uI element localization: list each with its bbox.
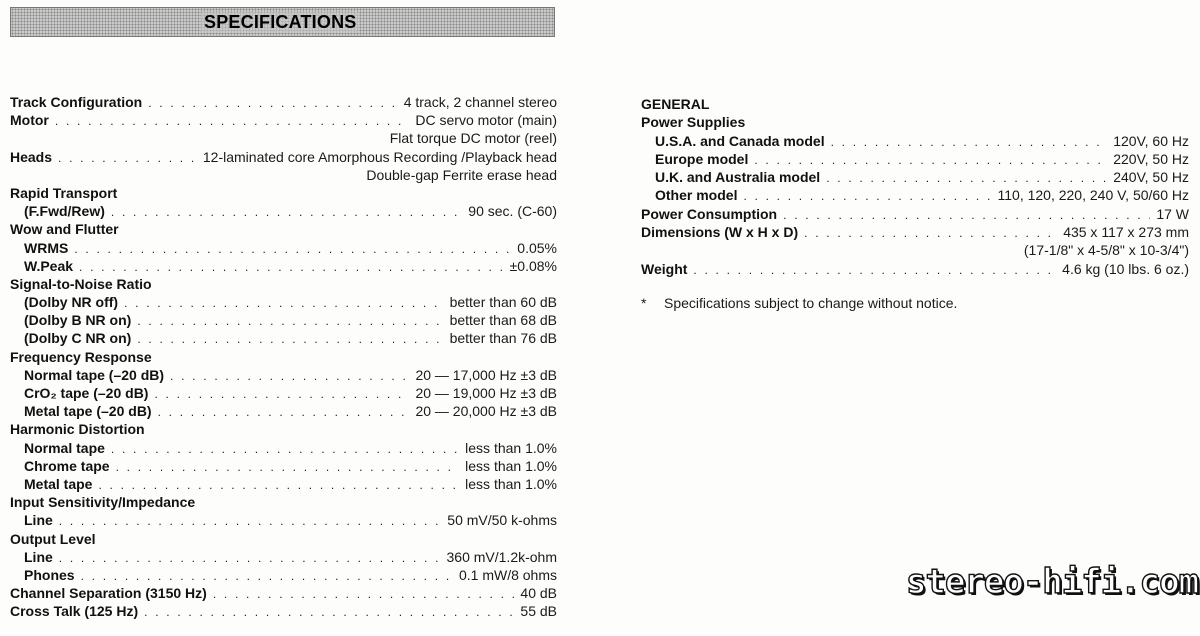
spec-value: better than 76 dB <box>449 330 557 347</box>
spec-label: Normal tape (–20 dB) <box>24 366 165 383</box>
leader-dots <box>116 458 460 476</box>
page-title: SPECIFICATIONS <box>201 12 359 33</box>
spec-value: 0.1 mW/8 ohms <box>458 566 557 583</box>
spec-label: WRMS <box>24 239 69 256</box>
leader-dots <box>55 112 410 130</box>
spec-label: U.S.A. and Canada model <box>655 132 825 149</box>
leader-dots <box>144 603 514 621</box>
leader-dots <box>158 403 410 421</box>
spec-row <box>10 548 557 566</box>
footnote-text: Specifications subject to change without notice. <box>664 295 958 311</box>
spec-value: 40 dB <box>520 585 557 602</box>
leader-dots <box>137 312 443 330</box>
spec-row <box>10 566 557 584</box>
spec-heading <box>10 184 557 202</box>
spec-row <box>10 511 557 529</box>
spec-label: (F.Fwd/Rew) <box>24 203 105 220</box>
spec-label: Heads <box>10 148 53 165</box>
spec-value: DC servo motor (main) <box>415 112 557 129</box>
leader-dots <box>213 585 515 603</box>
spec-row <box>10 439 557 457</box>
spec-row <box>10 457 557 475</box>
spec-value: 90 sec. (C-60) <box>468 203 557 220</box>
spec-label: Rapid Transport <box>10 184 118 201</box>
leader-dots <box>137 330 443 348</box>
spec-row <box>10 93 557 111</box>
spec-continuation: Double-gap Ferrite erase head <box>366 166 557 183</box>
spec-continuation: Flat torque DC motor (reel) <box>389 130 557 147</box>
spec-row <box>641 223 1189 241</box>
spec-value: 240V, 50 Hz <box>1113 169 1189 186</box>
spec-heading <box>641 95 1189 113</box>
spec-label: Metal tape <box>24 475 93 492</box>
spec-label: Frequency Response <box>10 348 152 365</box>
leader-dots <box>81 567 453 585</box>
spec-label: Motor <box>10 112 49 129</box>
spec-value: better than 60 dB <box>449 294 557 311</box>
spec-label: Chrome tape <box>24 457 110 474</box>
spec-label: Other model <box>655 187 738 204</box>
spec-heading <box>10 275 557 293</box>
spec-label: CrO₂ tape (–20 dB) <box>24 385 149 401</box>
leader-dots <box>804 224 1057 242</box>
leader-dots <box>58 149 197 167</box>
leader-dots <box>59 549 441 567</box>
spec-value: 20 — 19,000 Hz ±3 dB <box>415 385 557 401</box>
spec-label: (Dolby C NR on) <box>24 330 132 347</box>
spec-label: Track Configuration <box>10 94 143 110</box>
spec-row <box>10 584 557 602</box>
spec-continuation: (17-1/8" x 4-5/8" x 10-3/4") <box>1023 242 1189 259</box>
spec-label: Weight <box>641 260 688 277</box>
leader-dots <box>826 169 1107 187</box>
spec-label: Europe model <box>655 150 749 167</box>
spec-label: Signal-to-Noise Ratio <box>10 275 152 292</box>
spec-label: (Dolby B NR on) <box>24 312 132 329</box>
spec-value: 110, 120, 220, 240 V, 50/60 Hz <box>997 187 1189 204</box>
spec-heading <box>10 530 557 548</box>
spec-row <box>10 366 557 384</box>
right-spec-column <box>641 95 1189 278</box>
leader-dots <box>111 203 462 221</box>
leader-dots <box>754 151 1107 169</box>
spec-heading <box>641 113 1189 131</box>
spec-value: 55 dB <box>520 603 557 620</box>
spec-label: Power Supplies <box>641 114 746 131</box>
spec-row <box>10 475 557 493</box>
spec-value: better than 68 dB <box>449 312 557 329</box>
spec-value: 50 mV/50 k-ohms <box>447 512 557 529</box>
spec-label: Channel Separation (3150 Hz) <box>10 585 207 602</box>
leader-dots <box>124 294 443 312</box>
spec-label: Phones <box>24 566 75 583</box>
leader-dots <box>154 385 409 403</box>
spec-label: Metal tape (–20 dB) <box>24 403 152 420</box>
spec-row <box>10 148 557 166</box>
spec-value: 12-laminated core Amorphous Recording /Playback head <box>202 148 557 165</box>
spec-label: Power Consumption <box>641 205 778 222</box>
spec-value: less than 1.0% <box>465 439 557 456</box>
spec-row <box>10 311 557 329</box>
spec-row <box>10 329 557 347</box>
leader-dots <box>74 240 511 258</box>
leader-dots <box>693 261 1056 279</box>
spec-row <box>641 168 1189 186</box>
spec-value: less than 1.0% <box>465 457 557 474</box>
leader-dots <box>79 258 504 276</box>
spec-label: Normal tape <box>24 439 105 456</box>
spec-value: 20 — 17,000 Hz ±3 dB <box>415 366 557 383</box>
specifications-banner <box>10 7 555 37</box>
spec-label: Dimensions (W x H x D) <box>641 224 799 241</box>
leader-dots <box>111 440 459 458</box>
spec-value: 220V, 50 Hz <box>1113 150 1189 167</box>
spec-label: Cross Talk (125 Hz) <box>10 603 139 620</box>
spec-label: GENERAL <box>641 96 710 112</box>
spec-value: ±0.08% <box>509 257 557 274</box>
left-spec-column <box>10 93 557 620</box>
footnote <box>641 295 957 311</box>
spec-value: 435 x 117 x 273 mm <box>1063 224 1189 241</box>
spec-row <box>641 205 1189 223</box>
spec-label: Line <box>24 512 53 529</box>
spec-value: 360 mV/1.2k-ohm <box>446 548 557 565</box>
spec-value: 4.6 kg (10 lbs. 6 oz.) <box>1062 260 1189 277</box>
spec-value: less than 1.0% <box>465 475 557 492</box>
footnote-marker: * <box>641 295 647 311</box>
spec-value: 4 track, 2 channel stereo <box>403 94 557 110</box>
spec-label: Input Sensitivity/Impedance <box>10 494 196 511</box>
spec-row <box>641 260 1189 278</box>
spec-heading <box>10 220 557 238</box>
spec-row <box>10 402 557 420</box>
leader-dots <box>59 512 442 530</box>
spec-label: Line <box>24 548 53 565</box>
leader-dots <box>831 133 1108 151</box>
watermark: stereo-hifi.com <box>906 562 1199 602</box>
leader-dots <box>170 367 409 385</box>
spec-label: U.K. and Australia model <box>655 169 821 186</box>
spec-row <box>10 239 557 257</box>
spec-row <box>10 257 557 275</box>
spec-row <box>641 186 1189 204</box>
spec-label: W.Peak <box>24 257 74 274</box>
spec-row <box>641 132 1189 150</box>
leader-dots <box>148 94 397 112</box>
spec-heading <box>10 493 557 511</box>
spec-label: Wow and Flutter <box>10 221 119 238</box>
spec-row <box>10 602 557 620</box>
spec-value: 20 — 20,000 Hz ±3 dB <box>415 403 557 420</box>
spec-row <box>10 293 557 311</box>
spec-heading <box>10 348 557 366</box>
leader-dots <box>783 206 1150 224</box>
spec-value: 17 W <box>1156 205 1189 222</box>
spec-value: 0.05% <box>517 239 557 256</box>
spec-row <box>10 111 557 129</box>
spec-value: 120V, 60 Hz <box>1113 132 1189 149</box>
spec-heading <box>10 420 557 438</box>
spec-row <box>10 202 557 220</box>
spec-label: Output Level <box>10 530 96 547</box>
spec-row <box>10 384 557 402</box>
leader-dots <box>98 476 459 494</box>
leader-dots <box>743 187 991 205</box>
spec-label: Harmonic Distortion <box>10 421 145 438</box>
spec-row <box>641 150 1189 168</box>
spec-label: (Dolby NR off) <box>24 294 119 311</box>
